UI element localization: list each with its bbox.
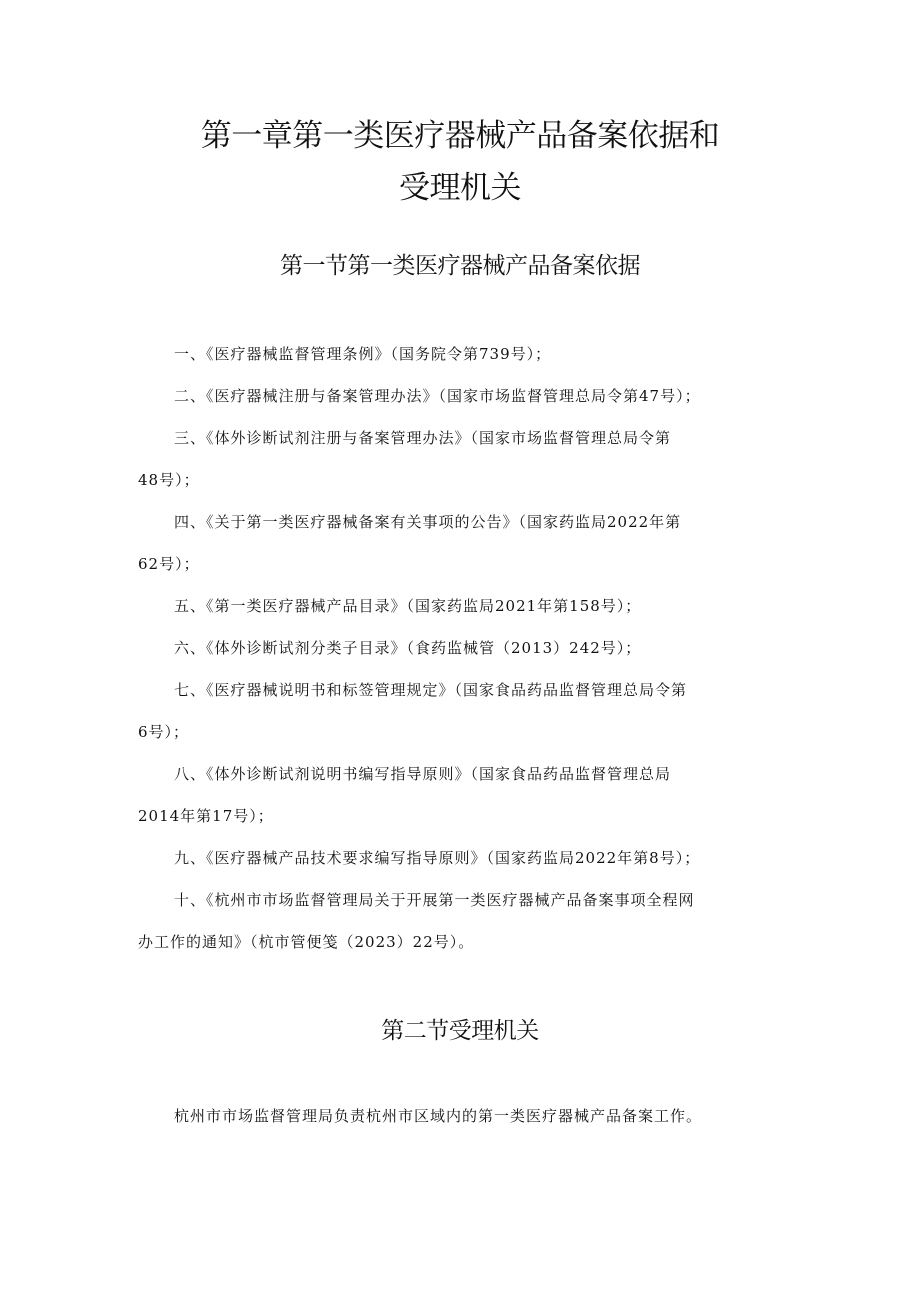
list-item-7 [138, 669, 788, 753]
list-item-line: 八、《体外诊断试剂说明书编写指导原则》（国家食品药品监督管理总局 [174, 765, 672, 783]
list-item-line: 六、《体外诊断试剂分类子目录》（食药监械管（2013）242号）； [174, 639, 642, 657]
list-item-1 [138, 333, 788, 375]
section-2-title: 第二节受理机关 [381, 1018, 539, 1044]
list-item-10 [138, 879, 788, 963]
list-item-line: 办工作的通知》（杭市管便笺（2023）22号）。 [138, 933, 475, 951]
list-item-line: 四、《关于第一类医疗器械备案有关事项的公告》（国家药监局2022年第 [174, 513, 682, 531]
list-item-line: 三、《体外诊断试剂注册与备案管理办法》（国家市场监督管理总局令第 [174, 429, 672, 447]
chapter-title-line-1: 第一章第一类医疗器械产品备案依据和 [200, 118, 720, 154]
chapter-title [0, 110, 920, 214]
list-item-4 [138, 501, 788, 585]
body-paragraph: 杭州市市场监督管理局负责杭州市区域内的第一类医疗器械产品备案工作。 [174, 1107, 703, 1125]
list-item-line: 十、《杭州市市场监督管理局关于开展第一类医疗器械产品备案事项全程网 [174, 891, 695, 909]
section-2-body [138, 1095, 788, 1137]
list-item-line: 七、《医疗器械说明书和标签管理规定》（国家食品药品监督管理总局令第 [174, 681, 688, 699]
list-item-line: 九、《医疗器械产品技术要求编写指导原则》（国家药监局2022年第8号）； [174, 849, 701, 867]
list-item-5 [138, 585, 788, 627]
section-1-title: 第一节第一类医疗器械产品备案依据 [280, 253, 640, 279]
list-item-6 [138, 627, 788, 669]
list-item-line: 6号）； [138, 723, 190, 741]
list-item-line: 五、《第一类医疗器械产品目录》（国家药监局2021年第158号）； [174, 597, 642, 615]
list-item-line: 一、《医疗器械监督管理条例》（国务院令第739号）； [174, 345, 552, 363]
list-item-line: 二、《医疗器械注册与备案管理办法》（国家市场监督管理总局令第47号）； [174, 387, 701, 405]
chapter-title-line-2: 受理机关 [399, 170, 521, 206]
list-item-line: 2014年第17号）； [138, 807, 274, 825]
list-item-line: 48号）； [138, 471, 200, 489]
list-item-9 [138, 837, 788, 879]
list-item-2 [138, 375, 788, 417]
list-item-8 [138, 753, 788, 837]
list-item-line: 62号）； [138, 555, 200, 573]
list-item-3 [138, 417, 788, 501]
